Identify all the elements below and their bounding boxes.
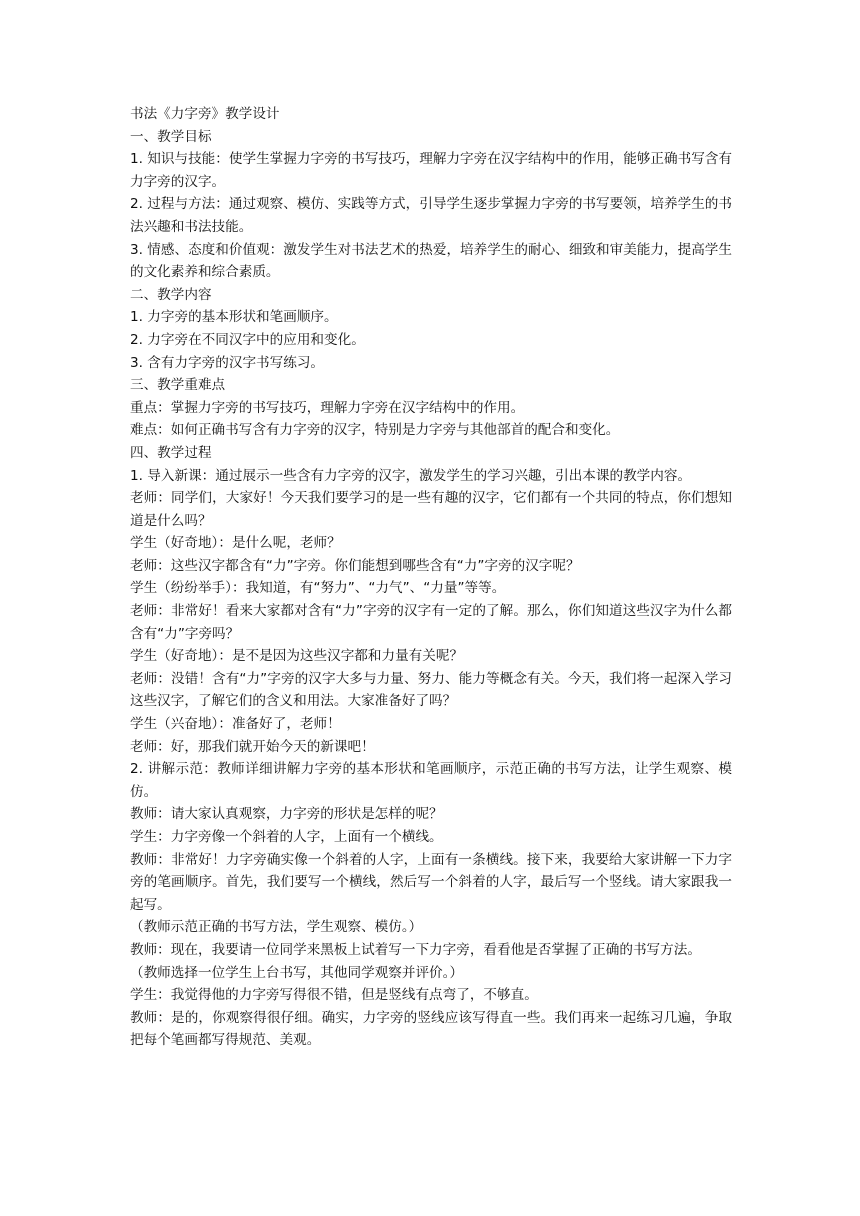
paragraph: 3. 情感、态度和价值观：激发学生对书法艺术的热爱，培养学生的耐心、细致和审美能力，提高学生的文化素养和综合素质。 bbox=[130, 241, 732, 281]
paragraph: 1. 导入新课：通过展示一些含有力字旁的汉字，激发学生的学习兴趣，引出本课的教学内容。 bbox=[130, 467, 692, 484]
paragraph: 2. 力字旁在不同汉字中的应用和变化。 bbox=[130, 331, 365, 348]
paragraph: 学生：力字旁像一个斜着的人字，上面有一个横线。 bbox=[130, 829, 443, 845]
paragraph: 1. 知识与技能：使学生掌握力字旁的书写技巧，理解力字旁在汉字结构中的作用，能够正确书写含有力字旁的汉字。 bbox=[130, 151, 732, 190]
paragraph: 重点：掌握力字旁的书写技巧，理解力字旁在汉字结构中的作用。 bbox=[130, 399, 525, 416]
paragraph: 老师：同学们，大家好！今天我们要学习的是一些有趣的汉字，它们都有一个共同的特点，你们想知道是什么吗？ bbox=[130, 490, 732, 529]
paragraph: 学生：我觉得他的力字旁写得很不错，但是竖线有点弯了，不够直。 bbox=[130, 987, 538, 1004]
paragraph: 老师：这些汉字都含有“力”字旁。你们能想到哪些含有“力”字旁的汉字呢？ bbox=[130, 557, 580, 574]
paragraph: 2. 过程与方法：通过观察、模仿、实践等方式，引导学生逐步掌握力字旁的书写要领，培养学生的书法兴趣和书法技能。 bbox=[130, 196, 732, 235]
paragraph: 三、教学重难点 bbox=[130, 377, 226, 394]
paragraph: 一、教学目标 bbox=[130, 128, 212, 145]
paragraph: 老师：非常好！看来大家都对含有“力”字旁的汉字有一定的了解。那么，你们知道这些汉字为什么都含有“力”字旁吗？ bbox=[130, 603, 732, 642]
paragraph: （教师选择一位学生上台书写，其他同学观察并评价。） bbox=[130, 964, 464, 981]
paragraph: 学生（兴奋地）：准备好了，老师！ bbox=[130, 716, 341, 733]
paragraph: 学生（好奇地）：是什么呢，老师？ bbox=[130, 535, 341, 552]
paragraph: 教师：非常好！力字旁确实像一个斜着的人字，上面有一条横线。接下来，我要给大家讲解一下力字旁的笔画顺序。首先，我们要写一个横线，然后写一个斜着的人字，最后写一个竖线。请大家跟我一起写。 bbox=[130, 851, 732, 913]
paragraph: 1. 力字旁的基本形状和笔画顺序。 bbox=[130, 309, 338, 326]
paragraph: 学生（纷纷举手）：我知道，有“努力”、“力气”、“力量”等等。 bbox=[130, 580, 506, 597]
document-title: 书法《力字旁》教学设计 bbox=[130, 106, 280, 122]
paragraph: 3. 含有力字旁的汉字书写练习。 bbox=[130, 354, 325, 371]
paragraph: 教师：是的，你观察得很仔细。确实，力字旁的竖线应该写得直一些。我们再来一起练习几遍，争取把每个笔画都写得规范、美观。 bbox=[130, 1009, 732, 1049]
paragraph: 学生（好奇地）：是不是因为这些汉字都和力量有关呢？ bbox=[130, 648, 464, 665]
paragraph: 教师：请大家认真观察，力字旁的形状是怎样的呢？ bbox=[130, 806, 443, 823]
paragraph: 二、教学内容 bbox=[130, 286, 212, 303]
paragraph: （教师示范正确的书写方法，学生观察、模仿。） bbox=[130, 919, 423, 936]
paragraph-list bbox=[130, 126, 732, 1052]
paragraph: 难点：如何正确书写含有力字旁的汉字，特别是力字旁与其他部首的配合和变化。 bbox=[130, 422, 620, 439]
paragraph: 2. 讲解示范：教师详细讲解力字旁的基本形状和笔画顺序，示范正确的书写方法，让学生观察、模仿。 bbox=[130, 761, 732, 800]
paragraph: 老师：没错！含有“力”字旁的汉字大多与力量、努力、能力等概念有关。今天，我们将一起深入学习这些汉字，了解它们的含义和用法。大家准备好了吗？ bbox=[130, 670, 732, 710]
document-body bbox=[130, 103, 732, 1052]
paragraph: 四、教学过程 bbox=[130, 444, 212, 461]
paragraph: 老师：好，那我们就开始今天的新课吧！ bbox=[130, 738, 375, 755]
paragraph: 教师：现在，我要请一位同学来黑板上试着写一下力字旁，看看他是否掌握了正确的书写方法。 bbox=[130, 941, 701, 958]
